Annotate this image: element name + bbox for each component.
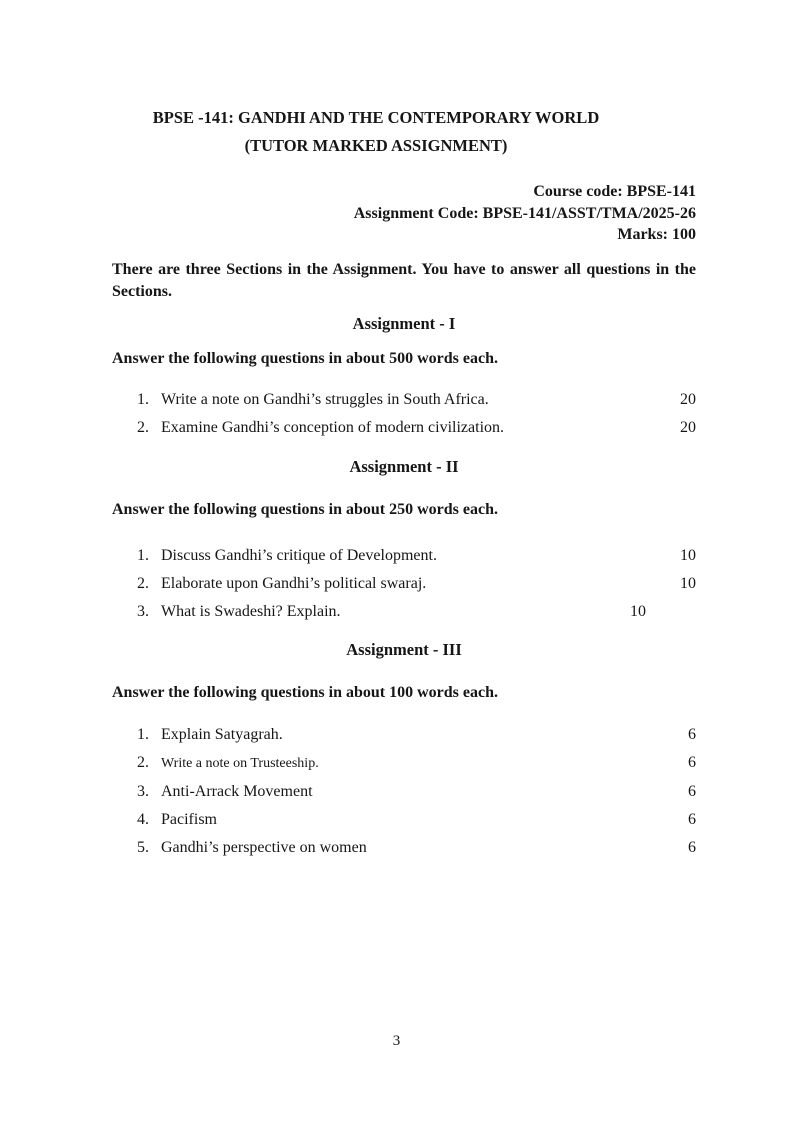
question-number: 2. xyxy=(137,418,149,436)
section-2-heading: Assignment - II xyxy=(349,456,459,476)
question-text: Explain Satyagrah. xyxy=(161,725,283,743)
question-marks: 10 xyxy=(680,574,696,592)
section-2-question-list xyxy=(112,545,696,623)
question-marks: 20 xyxy=(680,418,696,436)
page-number: 3 xyxy=(392,1033,401,1049)
intro-line-2: Sections. xyxy=(112,282,172,300)
question-marks: 6 xyxy=(688,810,696,828)
question-text: What is Swadeshi? Explain. xyxy=(161,602,341,620)
question-row xyxy=(112,781,696,803)
question-number: 2. xyxy=(137,753,149,771)
question-row xyxy=(112,809,696,831)
question-text: Examine Gandhi’s conception of modern civilization. xyxy=(161,418,505,436)
question-marks: 6 xyxy=(688,838,696,856)
question-row xyxy=(112,724,696,746)
question-number: 1. xyxy=(137,546,149,564)
question-text: Elaborate upon Gandhi’s political swaraj. xyxy=(161,574,427,592)
question-number: 4. xyxy=(137,810,149,828)
question-number: 3. xyxy=(137,782,149,800)
question-text: Gandhi’s perspective on women xyxy=(161,838,367,856)
question-number: 5. xyxy=(137,838,149,856)
section-1-question-list xyxy=(112,389,696,439)
section-3-heading: Assignment - III xyxy=(346,639,462,659)
assignment-section-2 xyxy=(112,456,696,623)
question-text: Write a note on Trusteeship. xyxy=(161,755,319,771)
section-3-instruction: Answer the following questions in about 100 words each. xyxy=(112,683,498,701)
section-1-instruction: Answer the following questions in about 500 words each. xyxy=(112,349,498,367)
document-title xyxy=(112,104,640,160)
question-row xyxy=(112,601,696,623)
question-number: 3. xyxy=(137,602,149,620)
header-meta xyxy=(112,181,696,246)
question-marks: 6 xyxy=(688,782,696,800)
question-marks: 6 xyxy=(688,753,696,771)
title-line-1: BPSE -141: GANDHI AND THE CONTEMPORARY WORLD xyxy=(152,108,600,127)
intro-line-1: There are three Sections in the Assignment. You have to answer all questions in the xyxy=(112,260,696,278)
section-2-instruction: Answer the following questions in about 250 words each. xyxy=(112,500,498,518)
question-text: Discuss Gandhi’s critique of Development. xyxy=(161,546,437,564)
question-marks: 10 xyxy=(680,546,696,564)
question-text: Write a note on Gandhi’s struggles in South Africa. xyxy=(161,390,489,408)
assignment-code: Assignment Code: BPSE-141/ASST/TMA/2025-26 xyxy=(353,204,696,222)
question-marks: 20 xyxy=(680,390,696,408)
total-marks: Marks: 100 xyxy=(617,226,696,243)
question-text: Anti-Arrack Movement xyxy=(161,782,313,800)
question-number: 1. xyxy=(137,390,149,408)
question-row xyxy=(112,573,696,595)
title-line-2: (TUTOR MARKED ASSIGNMENT) xyxy=(244,136,508,155)
assignment-section-1 xyxy=(112,313,696,439)
question-number: 1. xyxy=(137,725,149,743)
question-number: 2. xyxy=(137,574,149,592)
question-row xyxy=(112,545,696,567)
question-row xyxy=(112,752,696,775)
assignment-section-3 xyxy=(112,639,696,859)
question-row xyxy=(112,837,696,859)
question-row xyxy=(112,389,696,411)
question-text: Pacifism xyxy=(161,810,217,828)
section-3-question-list xyxy=(112,724,696,859)
question-marks: 6 xyxy=(688,725,696,743)
question-row xyxy=(112,417,696,439)
question-marks: 10 xyxy=(630,602,646,620)
section-1-heading: Assignment - I xyxy=(352,313,456,333)
course-code: Course code: BPSE-141 xyxy=(533,183,696,200)
intro-paragraph xyxy=(112,259,696,303)
